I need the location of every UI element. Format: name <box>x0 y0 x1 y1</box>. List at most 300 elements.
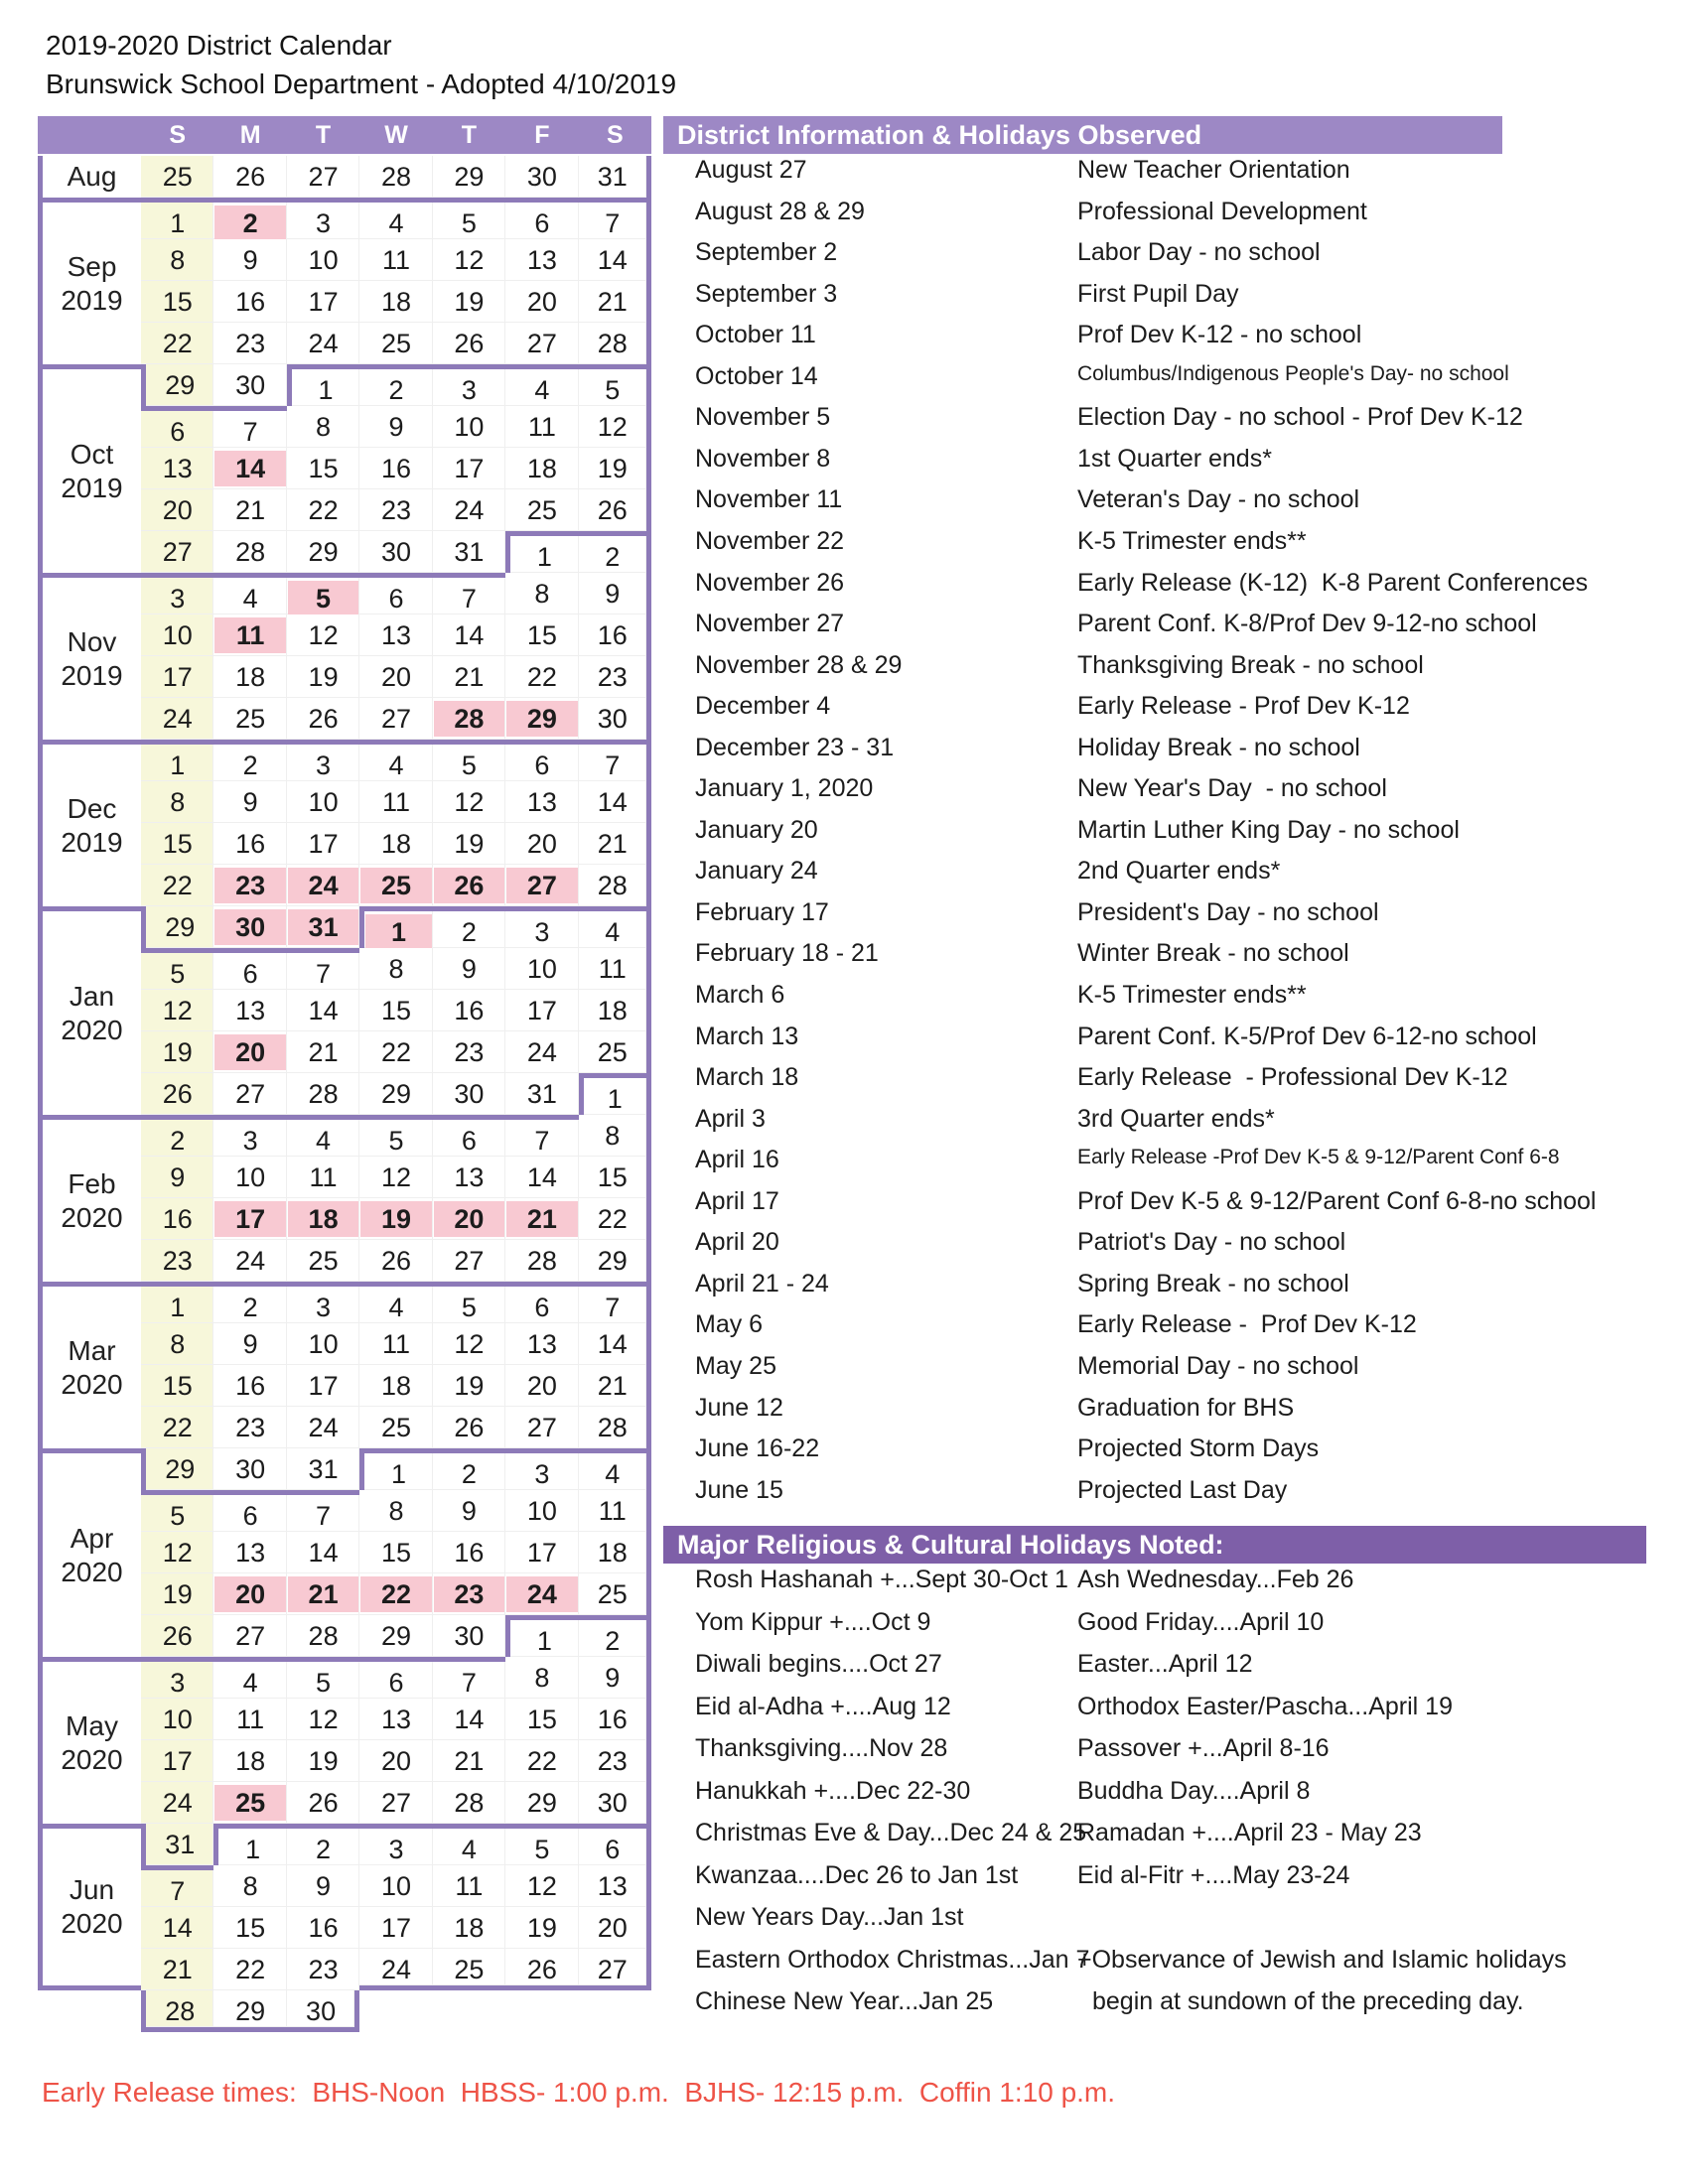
district-event-row <box>663 651 1686 693</box>
day-cell <box>287 1865 359 1907</box>
day-cell <box>505 1949 578 1990</box>
day-cell <box>579 1824 651 1865</box>
day-number: 16 <box>162 1204 193 1234</box>
day-cell <box>359 1115 432 1157</box>
day-number: 16 <box>235 1371 266 1401</box>
day-cell <box>141 364 213 406</box>
day-cell <box>213 1573 286 1615</box>
day-cell <box>213 239 286 281</box>
day-cell <box>579 781 651 823</box>
district-event-row <box>663 156 1686 198</box>
day-of-week-header: T <box>461 121 478 149</box>
religious-holiday-list <box>663 1566 1688 2042</box>
religious-holiday-row <box>663 1861 1686 1904</box>
day-number: 19 <box>454 287 485 317</box>
month-label <box>38 1657 141 1824</box>
day-cell <box>579 1157 651 1198</box>
day-cell <box>141 156 213 198</box>
day-cell <box>579 448 651 489</box>
month-label <box>38 156 141 198</box>
event-date: December 4 <box>695 692 831 721</box>
event-date: October 11 <box>695 321 816 349</box>
day-number: 13 <box>380 620 412 650</box>
day-number: 4 <box>605 917 621 947</box>
day-cell <box>141 656 213 698</box>
day-number: 6 <box>242 1501 258 1531</box>
day-number: 12 <box>597 412 628 442</box>
day-number: 15 <box>162 829 193 859</box>
day-cell <box>579 1323 651 1365</box>
day-of-week-header: F <box>534 121 550 149</box>
month-year: 2019 <box>61 472 123 503</box>
district-event-list <box>663 156 1688 1526</box>
district-event-row <box>663 198 1686 239</box>
day-number: 17 <box>162 1746 193 1776</box>
day-cell <box>433 323 505 364</box>
day-number: 19 <box>526 1913 557 1943</box>
day-number: 2 <box>316 1835 332 1864</box>
day-number: 11 <box>236 1705 265 1734</box>
day-cell <box>287 1615 359 1657</box>
day-number: 11 <box>455 1871 484 1901</box>
day-number: 8 <box>170 1329 186 1359</box>
day-of-week-header: S <box>606 121 624 149</box>
day-number: 25 <box>380 1413 412 1442</box>
page-title <box>46 26 676 103</box>
day-number: 30 <box>235 1454 266 1484</box>
day-cell <box>213 1407 286 1448</box>
day-number: 15 <box>526 1705 557 1734</box>
day-cell <box>141 1782 213 1824</box>
district-event-row <box>663 403 1686 445</box>
day-cell <box>287 281 359 323</box>
event-description: Martin Luther King Day - no school <box>1077 815 1460 844</box>
event-date: March 13 <box>695 1022 799 1050</box>
day-number: 2 <box>461 917 477 947</box>
day-number: 30 <box>380 537 412 567</box>
day-cell <box>141 1282 213 1323</box>
day-cell <box>213 1323 286 1365</box>
event-description: 3rd Quarter ends* <box>1077 1104 1275 1133</box>
day-cell <box>287 823 359 865</box>
day-cell <box>505 1740 578 1782</box>
day-number: 21 <box>597 1371 628 1401</box>
day-cell <box>213 448 286 489</box>
day-number: 7 <box>605 1293 621 1322</box>
day-number: 27 <box>597 1955 628 1984</box>
day-number: 5 <box>288 581 358 616</box>
day-number: 25 <box>380 329 412 358</box>
day-number: 8 <box>316 412 332 442</box>
event-description: Election Day - no school - Prof Dev K-12 <box>1077 403 1523 432</box>
day-number: 7 <box>534 1126 550 1156</box>
holiday-left-entry: Eid al-Adha +....Aug 12 <box>695 1692 951 1720</box>
day-cell <box>505 1407 578 1448</box>
event-date: February 17 <box>695 897 829 926</box>
day-cell <box>359 406 432 448</box>
day-cell <box>579 1782 651 1824</box>
religious-holiday-row <box>663 1650 1686 1693</box>
day-cell <box>359 823 432 865</box>
district-event-row <box>663 362 1686 404</box>
day-cell <box>287 448 359 489</box>
day-number: 4 <box>461 1835 477 1864</box>
holiday-left-entry: New Years Day...Jan 1st <box>695 1903 964 1931</box>
day-cell <box>359 1532 432 1573</box>
event-description: Veteran's Day - no school <box>1077 485 1360 514</box>
day-number: 7 <box>316 1501 332 1531</box>
day-number: 13 <box>162 454 193 483</box>
day-cell <box>141 1073 213 1115</box>
day-cell <box>213 865 286 906</box>
day-cell <box>433 406 505 448</box>
district-event-row <box>663 816 1686 858</box>
day-number: 10 <box>308 245 339 275</box>
district-section-header: District Information & Holidays Observed <box>663 116 1502 154</box>
religious-holiday-row <box>663 1903 1686 1946</box>
day-cell <box>579 1573 651 1615</box>
month-name: Oct <box>70 438 114 470</box>
day-cell <box>505 1907 578 1949</box>
day-cell <box>505 1240 578 1282</box>
day-number: 16 <box>454 996 485 1025</box>
day-number: 24 <box>526 1037 557 1067</box>
day-number: 14 <box>526 1162 557 1192</box>
day-number: 22 <box>162 871 193 900</box>
day-cell <box>359 1699 432 1740</box>
month-year: 2020 <box>61 1368 123 1400</box>
event-description: K-5 Trimester ends** <box>1077 981 1307 1009</box>
holiday-right-entry: Ash Wednesday...Feb 26 <box>1077 1566 1354 1593</box>
event-description: Spring Break - no school <box>1077 1269 1349 1297</box>
day-number: 3 <box>170 1668 186 1698</box>
day-number: 4 <box>316 1126 332 1156</box>
day-cell <box>213 1949 286 1990</box>
day-number: 27 <box>235 1621 266 1651</box>
day-number: 22 <box>308 495 339 525</box>
event-description: Early Release - Prof Dev K-12 <box>1077 692 1410 721</box>
district-event-row <box>663 610 1686 651</box>
day-number: 1 <box>170 1293 186 1322</box>
day-number: 29 <box>308 537 339 567</box>
holiday-left-entry: Hanukkah +....Dec 22-30 <box>695 1776 971 1805</box>
day-cell <box>433 1824 505 1865</box>
day-cell <box>359 281 432 323</box>
day-cell <box>141 531 213 573</box>
day-number: 11 <box>214 617 285 653</box>
day-cell <box>505 448 578 489</box>
day-number: 5 <box>316 1668 332 1698</box>
day-number: 24 <box>162 704 193 734</box>
day-number: 17 <box>162 662 193 692</box>
day-number: 1 <box>607 1084 623 1114</box>
day-number: 24 <box>308 1413 339 1442</box>
event-date: September 3 <box>695 279 838 308</box>
day-cell <box>505 1573 578 1615</box>
day-number: 30 <box>235 370 266 400</box>
day-cell <box>213 281 286 323</box>
day-cell <box>505 865 578 906</box>
day-cell <box>287 364 359 406</box>
day-cell <box>359 1782 432 1824</box>
day-number: 29 <box>165 1454 196 1484</box>
day-number: 17 <box>308 287 339 317</box>
day-number: 6 <box>534 751 550 780</box>
day-number: 1 <box>318 375 334 405</box>
day-cell <box>213 1615 286 1657</box>
day-number: 15 <box>597 1162 628 1192</box>
day-cell <box>359 1073 432 1115</box>
day-cell <box>433 1407 505 1448</box>
day-number: 6 <box>170 417 186 447</box>
event-description: New Teacher Orientation <box>1077 156 1350 184</box>
day-number: 31 <box>308 1454 339 1484</box>
day-number: 15 <box>162 287 193 317</box>
day-number: 12 <box>308 1705 339 1734</box>
day-number: 16 <box>597 1705 628 1734</box>
day-number: 9 <box>242 1329 258 1359</box>
day-cell <box>433 1532 505 1573</box>
day-cell <box>141 1323 213 1365</box>
day-cell <box>433 865 505 906</box>
day-number: 31 <box>165 1830 196 1859</box>
month-year: 2019 <box>61 284 123 316</box>
day-cell <box>287 1699 359 1740</box>
day-number: 30 <box>214 909 285 945</box>
day-cell <box>505 156 578 198</box>
day-cell <box>141 1573 213 1615</box>
day-cell <box>141 1865 213 1907</box>
day-number: 27 <box>235 1079 266 1109</box>
day-number: 11 <box>527 412 556 442</box>
month-name: Jan <box>69 980 115 1012</box>
day-number: 28 <box>597 329 628 358</box>
day-cell <box>359 990 432 1031</box>
day-number: 25 <box>214 1785 285 1821</box>
day-number: 23 <box>162 1246 193 1276</box>
day-number: 3 <box>388 1835 404 1864</box>
day-number: 8 <box>170 245 186 275</box>
day-number: 24 <box>162 1788 193 1818</box>
day-cell <box>141 1407 213 1448</box>
day-number: 4 <box>605 1459 621 1489</box>
day-cell <box>505 239 578 281</box>
day-number: 28 <box>165 1996 196 2026</box>
district-event-row <box>663 1394 1686 1435</box>
event-date: February 18 - 21 <box>695 939 879 968</box>
day-number: 4 <box>388 208 404 238</box>
day-cell <box>213 1907 286 1949</box>
event-description: Labor Day - no school <box>1077 238 1321 267</box>
month-year: 2019 <box>61 659 123 691</box>
day-cell <box>505 1157 578 1198</box>
day-number: 27 <box>308 162 339 192</box>
day-number: 23 <box>597 1746 628 1776</box>
calendar-grid <box>38 116 651 2032</box>
day-number: 8 <box>534 1663 550 1693</box>
day-cell <box>213 406 286 448</box>
day-number: 25 <box>526 495 557 525</box>
day-cell <box>505 1073 578 1115</box>
district-event-row <box>663 939 1686 981</box>
day-number: 22 <box>597 1204 628 1234</box>
day-cell <box>433 740 505 781</box>
day-cell <box>359 656 432 698</box>
day-number: 8 <box>534 579 550 609</box>
day-cell <box>287 781 359 823</box>
day-cell <box>213 1073 286 1115</box>
event-date: April 3 <box>695 1104 766 1133</box>
day-number: 14 <box>214 451 285 486</box>
day-cell <box>579 1907 651 1949</box>
day-number: 25 <box>162 162 193 192</box>
day-number: 1 <box>536 1626 552 1656</box>
day-number: 18 <box>235 662 266 692</box>
day-number: 7 <box>605 208 621 238</box>
event-date: November 28 & 29 <box>695 650 903 679</box>
day-number: 10 <box>308 1329 339 1359</box>
day-cell <box>433 1323 505 1365</box>
day-number: 10 <box>526 954 557 984</box>
holiday-right-entry: Passover +...April 8-16 <box>1077 1734 1330 1762</box>
religious-holiday-row <box>663 1566 1686 1608</box>
day-cell <box>359 573 432 614</box>
month-name: Dec <box>67 792 117 824</box>
day-cell <box>359 1573 432 1615</box>
month-year: 2020 <box>61 1908 123 1939</box>
day-cell <box>141 1365 213 1407</box>
month-name: May <box>66 1709 118 1741</box>
day-number: 28 <box>235 537 266 567</box>
day-number: 9 <box>242 787 258 817</box>
day-number: 10 <box>162 1705 193 1734</box>
religious-holiday-row <box>663 1734 1686 1777</box>
day-cell <box>359 323 432 364</box>
day-number: 21 <box>162 1955 193 1984</box>
day-number: 28 <box>308 1079 339 1109</box>
day-cell <box>287 1990 359 2032</box>
day-number: 27 <box>526 1413 557 1442</box>
day-number: 13 <box>235 996 266 1025</box>
day-cell <box>359 906 432 948</box>
day-number: 8 <box>242 1871 258 1901</box>
day-number: 22 <box>360 1576 431 1612</box>
event-description: K-5 Trimester ends** <box>1077 526 1307 555</box>
day-number: 9 <box>461 1496 477 1526</box>
day-number: 15 <box>235 1913 266 1943</box>
day-number: 29 <box>235 1996 266 2026</box>
day-cell <box>141 823 213 865</box>
day-cell <box>579 406 651 448</box>
day-number: 26 <box>308 1788 339 1818</box>
day-number: 16 <box>308 1913 339 1943</box>
district-event-row <box>663 774 1686 816</box>
day-cell <box>287 1240 359 1282</box>
event-description: Holiday Break - no school <box>1077 733 1360 761</box>
day-number: 10 <box>162 620 193 650</box>
day-number: 26 <box>434 868 504 903</box>
district-event-row <box>663 1146 1686 1187</box>
day-number: 31 <box>526 1079 557 1109</box>
day-cell <box>213 656 286 698</box>
day-number: 27 <box>380 704 412 734</box>
day-cell <box>287 1115 359 1157</box>
day-cell <box>579 1365 651 1407</box>
day-cell <box>505 1657 578 1699</box>
day-number: 30 <box>306 1996 337 2026</box>
day-number: 21 <box>454 1746 485 1776</box>
day-number: 21 <box>454 662 485 692</box>
day-cell <box>287 1365 359 1407</box>
day-cell <box>213 573 286 614</box>
religious-holiday-row <box>663 1693 1686 1735</box>
event-date: March 18 <box>695 1063 799 1092</box>
day-number: 27 <box>454 1246 485 1276</box>
event-description: New Year's Day - no school <box>1077 774 1387 803</box>
day-cell <box>433 1115 505 1157</box>
event-description: Projected Storm Days <box>1077 1434 1320 1463</box>
day-cell <box>579 1115 651 1157</box>
day-cell <box>359 698 432 740</box>
district-event-row <box>663 1105 1686 1147</box>
day-cell <box>579 281 651 323</box>
event-date: August 28 & 29 <box>695 197 865 225</box>
day-cell <box>287 1782 359 1824</box>
day-cell <box>287 1740 359 1782</box>
day-cell <box>579 364 651 406</box>
event-date: October 14 <box>695 361 818 390</box>
holiday-left-entry: Diwali begins....Oct 27 <box>695 1650 942 1678</box>
day-cell <box>287 239 359 281</box>
month-year: 2020 <box>61 1201 123 1233</box>
day-number: 14 <box>162 1913 193 1943</box>
day-cell <box>287 1031 359 1073</box>
day-number: 29 <box>597 1246 628 1276</box>
day-cell <box>433 948 505 990</box>
day-cell <box>579 1657 651 1699</box>
day-cell <box>579 198 651 239</box>
day-number: 7 <box>242 417 258 447</box>
day-number: 13 <box>380 1705 412 1734</box>
month-name: Feb <box>68 1167 116 1199</box>
day-number: 27 <box>506 868 577 903</box>
day-number: 20 <box>380 1746 412 1776</box>
day-number: 9 <box>461 954 477 984</box>
religious-holiday-row <box>663 1777 1686 1820</box>
day-number: 4 <box>388 751 404 780</box>
day-number: 31 <box>597 162 628 192</box>
day-cell <box>579 1031 651 1073</box>
month-label <box>38 1448 141 1657</box>
day-cell <box>359 531 432 573</box>
day-number: 20 <box>214 1034 285 1070</box>
day-cell <box>287 990 359 1031</box>
month-label <box>38 198 141 364</box>
day-number: 16 <box>380 454 412 483</box>
day-cell <box>287 323 359 364</box>
day-number: 20 <box>162 495 193 525</box>
event-date: November 26 <box>695 568 845 597</box>
day-cell <box>287 1323 359 1365</box>
day-cell <box>433 281 505 323</box>
day-number: 17 <box>526 996 557 1025</box>
day-cell <box>579 1240 651 1282</box>
day-cell <box>579 489 651 531</box>
district-event-row <box>663 692 1686 734</box>
day-number: 9 <box>388 412 404 442</box>
day-cell <box>505 781 578 823</box>
day-number: 30 <box>597 1788 628 1818</box>
